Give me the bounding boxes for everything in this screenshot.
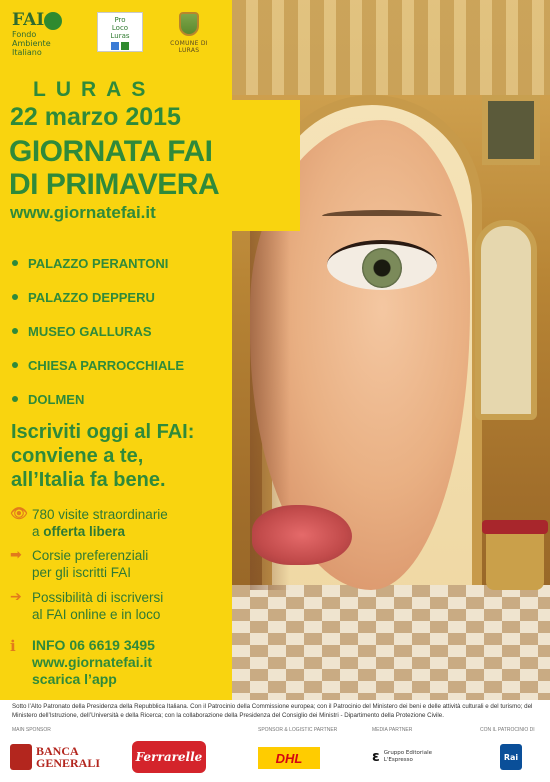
espresso-mark-icon: ɛ xyxy=(372,749,380,765)
list-item xyxy=(12,246,184,280)
espresso-line2: L'Espresso xyxy=(383,757,413,763)
label-patrocinio: CON IL PATROCINIO DI xyxy=(480,727,535,733)
cta-line2: conviene a te, xyxy=(11,445,144,467)
info-block xyxy=(10,637,155,688)
fai-line1: Fondo xyxy=(12,30,37,39)
checkered-floor xyxy=(232,585,550,700)
eye-icon: 👁 xyxy=(10,506,28,522)
proloco-line2: Loco xyxy=(111,24,129,32)
cta-line3: all’Italia fa bene. xyxy=(11,469,166,491)
sponsor-labels xyxy=(0,727,550,735)
stool-base xyxy=(486,534,544,590)
banca-generali-logo[interactable] xyxy=(10,738,100,776)
benefit-prefix: a xyxy=(32,524,44,539)
list-item xyxy=(12,314,184,348)
ornament-frieze xyxy=(232,0,550,95)
dhl-logo[interactable] xyxy=(258,747,320,769)
bullet-icon xyxy=(12,260,18,266)
lips xyxy=(252,505,352,565)
label-main-sponsor: MAIN SPONSOR xyxy=(12,727,51,733)
site-name: PALAZZO DEPPERU xyxy=(28,289,155,305)
sponsors-row xyxy=(0,738,550,778)
cta-line1: Iscriviti oggi al FAI: xyxy=(11,421,195,443)
bullet-icon xyxy=(12,328,18,334)
banca-line2: GENERALI xyxy=(36,756,101,770)
red-stool xyxy=(482,520,548,590)
fai-line3: Italiano xyxy=(12,48,42,57)
info-app[interactable]: scarica l’app xyxy=(32,671,117,687)
benefit-lanes xyxy=(10,547,148,581)
benefit-line: al FAI online e in loco xyxy=(32,607,161,622)
benefit-visits xyxy=(10,506,168,540)
proloco-line1: Pro xyxy=(114,16,126,24)
sites-list xyxy=(12,246,184,416)
banca-line1: BANCA xyxy=(36,744,79,758)
fai-line2: Ambiente xyxy=(12,39,51,48)
iris xyxy=(362,248,402,288)
benefit-line: per gli iscritti FAI xyxy=(32,565,132,580)
site-name: MUSEO GALLURAS xyxy=(28,323,152,339)
town-name: LURAS xyxy=(33,78,156,101)
proloco-line3: Luras xyxy=(110,32,130,40)
painting-frame xyxy=(482,95,540,165)
fai-mark: FAI xyxy=(12,10,45,30)
ferrarelle-logo[interactable] xyxy=(132,741,206,773)
list-item xyxy=(12,348,184,382)
event-date: 22 marzo 2015 xyxy=(10,103,181,131)
membership-cta xyxy=(11,420,194,492)
site-name: DOLMEN xyxy=(28,391,85,407)
event-title-line1: GIORNATA FAI xyxy=(9,135,213,168)
list-item xyxy=(12,280,184,314)
benefit-line: 780 visite straordinarie xyxy=(32,507,168,522)
arrow-icon: ➡ xyxy=(10,547,22,563)
event-title-line2: DI PRIMAVERA xyxy=(9,168,220,201)
ferrarelle-text: Ferrarelle xyxy=(135,750,203,764)
benefit-line xyxy=(32,523,168,540)
lion-icon xyxy=(10,744,32,770)
comune-logo xyxy=(165,12,213,60)
crest-icon xyxy=(179,12,199,36)
benefit-bold: offerta libera xyxy=(43,524,126,539)
fai-badge-icon xyxy=(44,12,62,30)
site-name: CHIESA PARROCCHIALE xyxy=(28,357,185,373)
info-icon: ℹ xyxy=(10,637,16,655)
yellow-tab xyxy=(232,100,300,231)
list-item xyxy=(12,382,184,416)
stool-seat xyxy=(482,520,548,534)
signup-arrow-icon: ➔ xyxy=(10,589,22,605)
rai-text: Rai xyxy=(503,752,519,762)
info-website[interactable]: www.giornatefai.it xyxy=(32,654,153,670)
website-link[interactable]: www.giornatefai.it xyxy=(10,203,156,222)
proloco-logo xyxy=(97,12,143,52)
bullet-icon xyxy=(12,294,18,300)
benefit-line: Possibilità di iscriversi xyxy=(32,590,164,605)
benefit-signup xyxy=(10,589,163,623)
benefit-line: Corsie preferenziali xyxy=(32,548,149,563)
floral-panel xyxy=(475,220,537,420)
espresso-line1: Gruppo Editoriale xyxy=(383,750,432,756)
patronage-text: Sotto l’Alto Patronato della Presidenza della Repubblica Italiana. Con il Patrocinio della Commissione europea; con il Patrocinio del Ministero dei beni e delle attività culturali e del turismo; del Ministero dell’Istruzione, dell’Università e della Ricerca; con la collaborazione della Presidenza del Consiglio dei Ministri - Dipartimento della Protezione Civile. xyxy=(12,703,533,719)
site-name: PALAZZO PERANTONI xyxy=(28,255,169,271)
proloco-square-icon xyxy=(111,42,119,50)
bullet-icon xyxy=(12,396,18,402)
label-media: MEDIA PARTNER xyxy=(372,727,413,733)
eye xyxy=(327,240,437,290)
info-phone[interactable]: INFO 06 6619 3495 xyxy=(32,637,155,653)
label-logistic: SPONSOR & LOGISTIC PARTNER xyxy=(258,727,338,733)
espresso-logo[interactable] xyxy=(372,738,432,776)
fai-logo xyxy=(12,10,64,68)
proloco-square-icon xyxy=(121,42,129,50)
comune-caption: COMUNE DI LURAS xyxy=(170,40,208,54)
eyebrow xyxy=(322,210,442,222)
dhl-text: DHL xyxy=(275,750,303,766)
rai-logo[interactable] xyxy=(500,744,522,770)
bullet-icon xyxy=(12,362,18,368)
